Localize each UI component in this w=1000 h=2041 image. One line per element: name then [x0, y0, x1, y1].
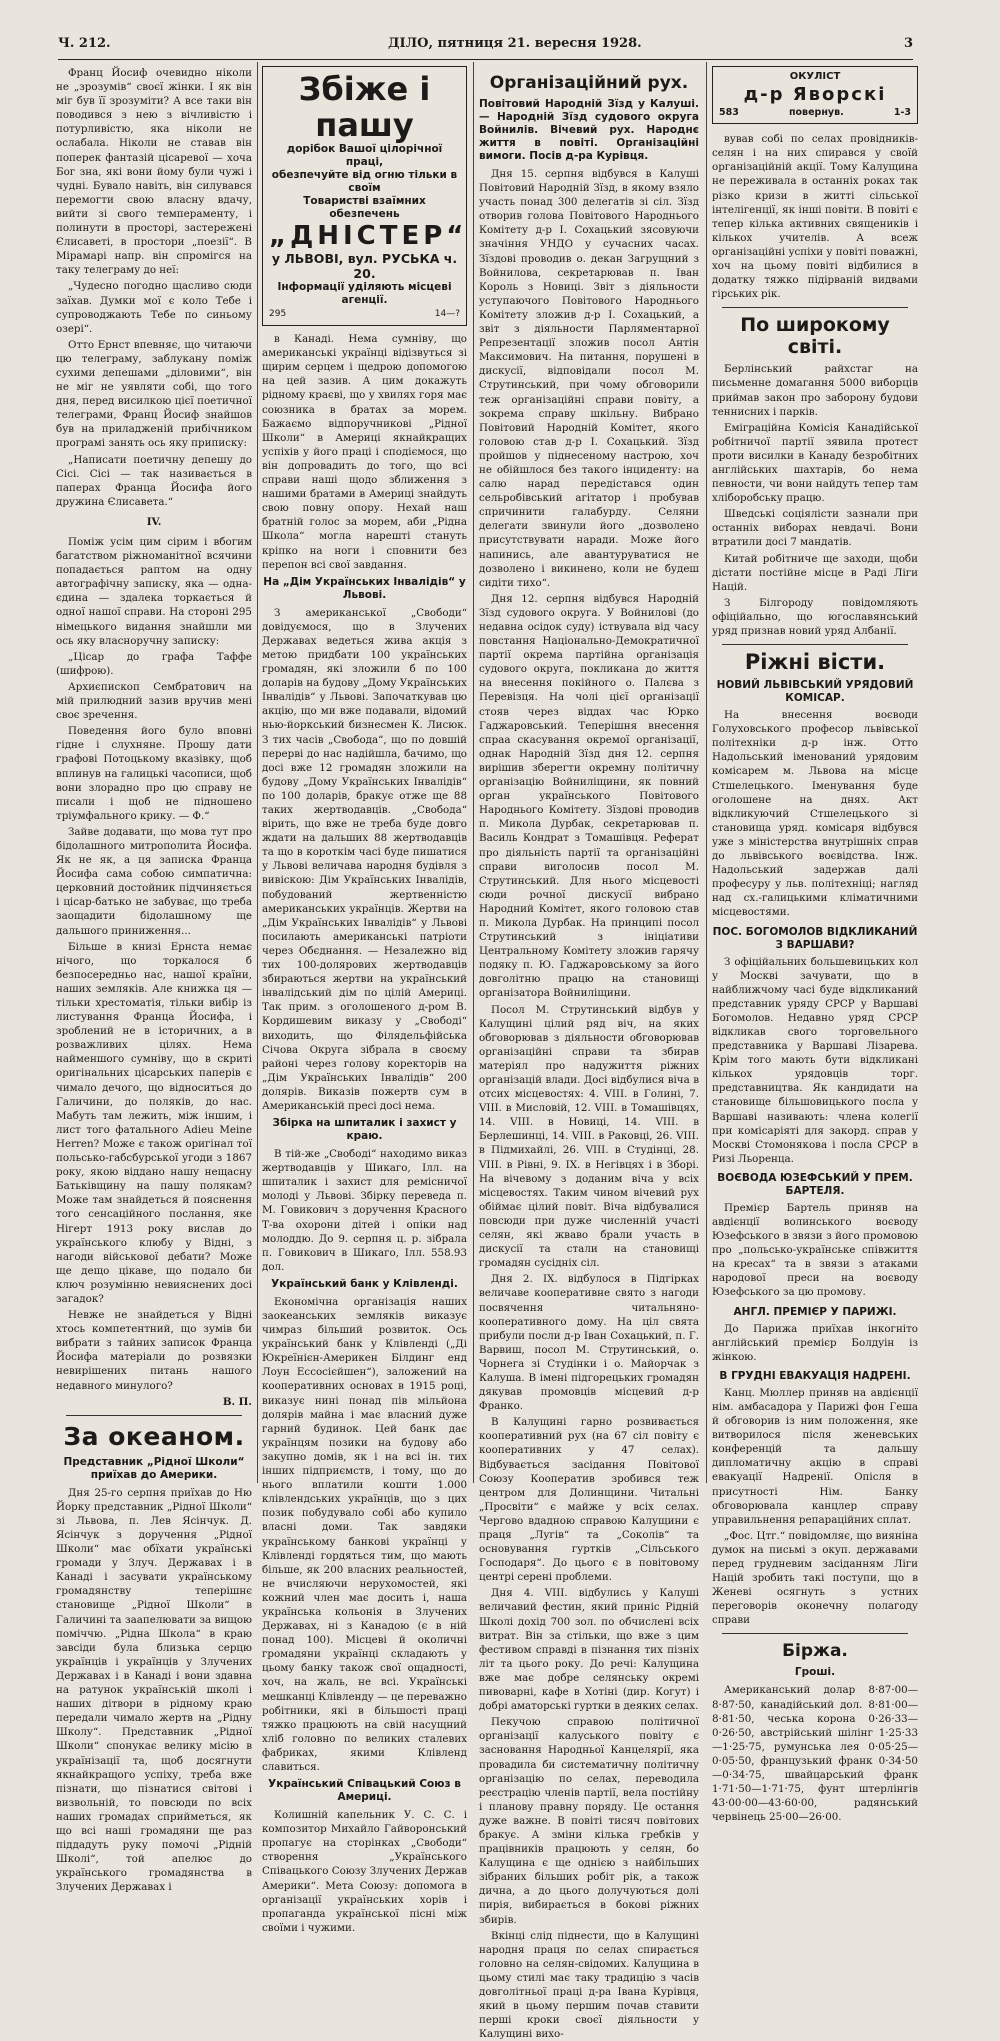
ad-profession: ОКУЛІСТ [789, 71, 841, 82]
paragraph: „Фос. Цтг.“ повідомляє, що вияніна думок на письмі з окуп. державами перед грудневим засіданням Ліги Націй зробить такі поступи, що в Женеві осягнуть з устних переговорів оконечну полагоду справи [712, 1529, 918, 1627]
section-rule [722, 1633, 908, 1634]
column-divider [473, 62, 474, 1483]
ad-line: обезпечуйте від огню тільки в своїм [271, 169, 458, 194]
subheading: Український Співацький Союз в Америці. [268, 1778, 461, 1804]
news-heading: ПОС. БОГОМОЛОВ ВІДКЛИКАНИЙ З ВАРШАВИ? [712, 925, 918, 951]
ad-company-name: „ДНІСТЕР“ [269, 221, 468, 251]
paragraph: До Парижа приїхав інкогніто англійський премієр Болдуін із жінкою. [712, 1322, 918, 1363]
paragraph: Дня 2. IX. відбулося в Підгірках величаве кооперативне свято з нагоди посвячення читальняно-кооперативного дому. На ціл свята прибули посли д-р Іван Сохацький, п. Г. Варвиш, посол М. Струтинський, о. Чорнега зі Студінки і о. Майорчак з Калуша. В імені підгорецьких громадян дякував промовців місцевий д-р Франко. [479, 1273, 699, 1413]
paragraph: Китай робітниче ще заходи, щоби дістати постійне місце в Раді Ліги Націй. [712, 552, 918, 593]
subheading: На „Дім Українських Інвалідів“ у Львові. [263, 575, 466, 601]
paragraph: Еміграційна Комісія Канадійської робітничої партії зявила протест проти висилки в Канаду безробітних англійських шахтарів, бо нема певности, чи вони найдуть тепер там хліборобську працю. [712, 421, 918, 505]
news-heading: ВОЄВОДА ЮЗЕФСЬКИЙ У ПРЕМ. БАРТЕЛЯ. [717, 1171, 913, 1197]
paragraph: Отто Ернст впевняє, що читаючи цю телеграму, заблукану поміж сухими депешами „діловими“, він не міг не уявляти собі, що того дня, перед висилкою цієї поетичної телеграми, Франц Йосиф знайшов був на приладженій прибічником програмі занять ось яку приписку: [56, 338, 252, 450]
paragraph: Колишній капельник У. С. С. і композитор Михайло Гайворонський пропагує на сторінках „Свободи“ створення „Українського Співацького Союзу Злучених Держав Америки“. Мета Союзу: допомога в організації українських хорів і пропаганда української пісні між своїми і чужими. [262, 1809, 467, 1934]
ad-address: у ЛЬВОВІ, вул. РУСЬКА ч. 20. [271, 251, 458, 281]
exchange-rates: Американський долар 8·87·00—8·87·50, канадійський дол. 8·81·00—8·81·50, чеська корона 0·26·33—0·26·50, австрійський шілінг 1·25·33—1·25·75, румунська лея 0·05·25—0·05·50, французький франк 0·34·50—0·34·75, швайцарський франк 1·71·50—1·71·75, фунт штерлінгів 43·00·00—43·60·00, радянський червінець 25·00—26·00. [712, 1684, 918, 1824]
section-title: По широкому світі. [740, 314, 890, 359]
ad-returned: повернув. [788, 107, 844, 119]
paragraph: Дня 15. серпня відбувся в Калуші Повітовий Народній Зїзд, в якому взяло участь понад 300 делегатів зі сіл. Зїзд отворив голова Повітового Народнього Комітету д-р І. Сохацький зясовуючи значіння УНДО у сучасних часах. Зїздові проводив о. декан Загрущний з Войнилова, секретарював п. Іван Король з Новиці. Звіт з діяльности уступаючого Повітового Народнього Комітету зложив д-р І. Сохацький, а звіт з діяльности Парляментарної Репрезентації зложив посол Антін Максимович. На питання, порушені в дискусії, відповідали посол М. Струтинський, при чому обговорили теж організаційні справи повіту, а зокрема справу шкільну. Вибрано Повітовий Народній Комітет, якого головою став д-р І. Сохацький. Зїзд пройшов у піднесеному настрою, хоч не обійшлося без такого інциденту: на салю нарад передістався один сельробівський агітатор і пробував спричинити галабурду. Селяни делегати звинули його „дозволено присутствувати наради. Може його напинись, але авантуруватися не дозволено і викинено, коли не будеш сидіти тихо“. [479, 168, 699, 589]
ad-title: Збіже і пашу [298, 70, 431, 144]
paragraph: Невже не знайдеться у Відні хтось компетентний, що зумів би вибрати з тайних записок Франца Йосифа матеріали до розвязки невирішених питань нашого недавного минулого? [56, 1309, 252, 1392]
paper-title-date: ДІЛО, пятниця 21. вересня 1928. [388, 36, 642, 51]
ad-code-left: 583 [719, 107, 739, 119]
paragraph: Дня 12. серпня відбувся Народній Зїзд судового округа. У Войнилові (до недавна осідок суду) іствувала від часу повстання Національно-Демократичної партії окрема партійна організація судового округа, покликана до життя на внесення покійного о. Палєва з Перевізця. На чолі цієї організації стояв через віддах час Юрко Гаджаровський. Теперішня внесення спраа скасування окремої організації, однак Народній Зїзд дня 12. серпня вирішив зберегти окремну політичну організацію Войниліщини, як повний орган українського Повітового Народнього Комітету. Зїздові проводив п. Микола Дурбак, секретарював п. Василь Кондрат з Томашівця. Реферат про діяльність партії та організаційні справи виголосив посол М. Струтинський. Для нього місцевості сюди рочної дискусії вибрано Народний Комітет, якого головою став п. Микола Дурбак. На принципі посол Струтинський з ініціативи Центральному Комітету зложив гарячу подяку п. Ю. Гаджаровському за його довголітню працю на становищі організатора Войниліщини. [479, 592, 699, 1000]
section-title: За океаном. [63, 1421, 245, 1451]
masthead-rule [58, 59, 913, 60]
paragraph: „Написати поетичну депешу до Сісі. Сісі — так називається в паперах Франца Йосифа його дружина Єлисавета.“ [56, 453, 252, 508]
paragraph: Дня 25-го серпня приїхав до Ню Йорку представник „Рідної Школи“ зі Львова, п. Лев Ясінчук. Д. Ясінчук з доручення „Рідної Школи“ має обїхати українські громади у Злуч. Державах і в Канаді і засувати українському громадянству теперішнє становище „Рідної Школи“ в Галичині та заапелювати за вищою поміччю. „Рідна Школа“ в краю завсіди була близька серцю українців і українців у Злучених Державах і в Канаді і вони здавна на ратунок українській школі і наших дітвори в рідному краю передали чимало жертв на „Рідну Школу“. Представник „Рідної Школи“ спонукає велику місію в українізації та, щоб досягнути якнайкращого успіху, треба вже пізнати, що пізнатися світові і визвольній, то повсюди по всіх наших громадах сприйметься, як що всі наші громадяни ще раз піддадуть руку помочі „Рідній Школі“, той апелює до українського громадянства в Злучених Державах і [56, 1486, 252, 1894]
signature: В. П. [222, 1395, 252, 1408]
paragraph: З Білгороду повідомляють офіційально, що югославянський уряд признав новий уряд Албанії. [712, 596, 918, 637]
paragraph: Посол М. Струтинський відбув у Калущині цілий ряд віч, на яких обговорював з діяльности обговорював організаційні справи та збирав матеріял про надужиття ріжних організацій влади. Досі відбулися віча в отсих місцевостях: 4. VIII. в Голині, 7. VIII. в Мисловій, 12. VIII. в Томашівцях, 14. VIII. в Новиці, 14. VIII. в Берлешинці, 14. VIII. в Раковці, 26. VIII. в Підмихайлі, 26. VIII. в Студінці, 28. VIII. в Рівні, 9. IX. в Негівцях і в Зборі. На вічевому з доданим віча у всіх місцевостях. Таким чином вічевий рух обіймає цілий повіт. Віча відбувалися повсюди при дуже численній участі селян, які жваво брали участь в дискусії та стали на становищі громадян сусідніх сіл. [479, 1003, 699, 1270]
paragraph: Більше в книзі Ернста немає нічого, що торкалося б безпосередньо нас, нашої країни, наших земляків. Але книжка ця — тільки хрестоматія, тільки вибір із листування Франца Йосифа, і зроблений не в історичних, а в розважливих цілях. Нема найменшого сумніву, що в скриті оригінальних цісарських паперів є чимало дечого, що відноситься до Галичини, до поляків, до нас. Мабуть там лежить, між іншим, і лист того фатального Adieu Meine Herren? Може є також оригінал тої польсько-габсбурської угоди з 1867 року, якою віддано нашу нещасну Батьківщину на пашу полякам? Може там знайдеться й пояснення того сенсаційного послання, яке Нігерт 1913 року вислав до українського клюбу у Відні, з нагоди військової дебати? Може ще дещо цікаве, що подало би ключ розумінню невияснених досі загадок? [56, 940, 252, 1305]
paragraph: „Чудесно погодно щасливо сюди заїхав. Думки мої є коло Тебе і супроводжають Тебе по синьому озері“. [56, 280, 252, 335]
dnister-advertisement [262, 66, 467, 326]
subheading: Український банк у Клівленді. [271, 1277, 458, 1290]
section-rule [66, 1415, 242, 1416]
ad-code-left: 295 [269, 309, 287, 319]
oculist-advertisement [712, 66, 918, 124]
section-rule [722, 644, 908, 645]
section-subtitle: Представник „Рідної Школи“ приїхав до Америки. [63, 1455, 245, 1481]
ad-code-right: 1-3 [893, 107, 911, 119]
paragraph: Премієр Бартель приняв на авдієнції волинського воєводу Юзефського в звязи з його промовою про „польсько-українське співжиття на кресах“ та в звязи з атаками народової преси на воєводу Юзефського за цю промову. [712, 1201, 918, 1299]
paragraph: вував собі по селах провідників-селян і на них спирався у своїй організаційній акції. Тому Калущина не переживала в останніх роках так різко кризи в житті сільської інтелігенції, як інші повіти. В повіті є тепер кілька активних священиків і кількох учителів. А всеж організаційні успіхи у повіті поважні, хоч на цьому повіті відбилися в додатку тяжко підірваній видвами гірських рік. [712, 133, 919, 301]
section-title: Ріжні вісти. [744, 650, 886, 675]
issue-number: Ч. 212. [58, 36, 111, 51]
paragraph: На внесення воєводи Голуховського професор львівської політехніки д-р інж. Отто Надольський іменований урядовим комісарем м. Львова на місце Стшелецького. Іменування буде оголошене на днях. Акт відкликуючий Стшелецького зі становища уряд. комісаря відбувся уже з міністерства внутрішніх справ до львівського воєвідства. Інж. Надольський задержав далі професуру у льв. політехніці; нагляд над сх.-галицькими кліматичними місцевостями. [712, 709, 918, 919]
paragraph: Архиєпископ Сембратович на мій прилюдний зазив вручив мені своє зречення. [56, 680, 252, 722]
column-divider [257, 62, 258, 1483]
article-subtitle: Повітовий Народній Зїзд у Калуші. — Народній Зїзд судового округа Войнилів. Вічевий рух. Народнє життя в повіті. Організаційні вимоги. Посів д-ра Курівця. [479, 98, 699, 162]
paragraph: Шведські соціялісти зазнали при останніх виборах невдачі. Вони втратили досі 7 мандатів. [712, 508, 918, 549]
news-heading: НОВИЙ ЛЬВІВСЬКИЙ УРЯДОВИЙ КОМІСАР. [716, 679, 914, 705]
paragraph: Вкінці слід піднести, що в Калущині народня праця по селах спирається головно на селян-свідомих. Калущина в цьому стилі має таку традицію з часів довголітньої праці д-ра Івана Курівця, який в цьому першим почав ставити перші кроки своєї діяльности у Калущині вихо- [479, 1929, 699, 2041]
paragraph: Берлінський райхстаг на письменне домагання 5000 виборців приймав закон про заборону будови теннисних і парків. [712, 363, 918, 418]
masthead [58, 36, 913, 58]
ad-line: дорібок Вашої цілорічної праці, [286, 143, 443, 168]
subheading: Гроші. [794, 1666, 836, 1679]
ad-line: Товаристві взаїмних обезпечень [303, 195, 426, 220]
section-title: Біржа. [782, 1641, 848, 1662]
ad-line: Інформації уділяють місцеві агенції. [277, 281, 452, 306]
news-heading: АНГЛ. ПРЕМІЄР У ПАРИЖІ. [733, 1305, 897, 1318]
column-divider [706, 62, 707, 1483]
subheading: Збірка на шпиталик і захист у краю. [272, 1117, 457, 1143]
paragraph: В Калущині гарно розвивається кооперативний рух (на 67 сіл повіту є кооперативних у 47 селах). Відбувається засідання Повітової Союзу Кооператив зробився теж центром для Долинщини. Читальні „Просвіти“ є майже у всіх селах. Чергово вдадною справою Калущини є праця „Лугів“ та „Соколів“ та основування гуртків „Сільського Господаря“. До цього є в повітовому центрі серені проблеми. [479, 1416, 699, 1584]
paragraph: В тій-же „Свободі“ находимо виказ жертводавців у Шикаго, Ілл. на шпиталик і захист для ремісничої молоді у Львові. Збірку переведа п. М. Говикович з доручення Красного Т-ва охорони дітей і опіки над молоддю. До 9. серпня ц. р. зібрала п. Говикович в Шикаго, Ілл. 558.93 дол. [262, 1148, 467, 1273]
paragraph: Дня 4. VIII. відбулись у Калуші величавий фестин, який приніс Рідній Школі дохід 700 зол. по обчислені всіх витрат. Він за стільки, що вже з цим фестивом справді в пізнання тих пізніх літ та цього року. До речі: Калущина вже має добре селянську окремі пивоварні, кафе в Хотіні (дир. Когут) і добрі аматорські гуртки в деяких селах. [479, 1587, 699, 1713]
paragraph: З американської „Свободи“ довідуємося, що в Злучених Державах ведеться жива акція з метою придбати 100 українських громадян, які зложили б по 100 доларів на будову „Дому Українських Інвалідів“ у Львові. Започаткував цю акцію, що ми вже подавали, відомий нью-йоркський бизнесмен К. Лисюк. З тих часів „Свобода“, що по довшій перерві до нас надійшла, бачимо, що досі вже 12 громадян зложили на будову „Дому Українських Інвалідів“ по 100 доларів, бракує отже ще 88 таких жертводавців. „Свобода“ вірить, що вже не треба буде довго ждати на дальших 88 жертводавців та що в короткім часі буде пишатися у Львові величава народня будівля з вивіскою: Дім Українських Інвалідів, побудований жертвенністю американських українців. Жертви на „Дім Українських Інвалідів“ у Львові посилають американські патріоти через Обєднання. — Незалежно від тих 100-долярових жертводавців збираються жертви на український інвалідський дім по цілій Америці. Так прим. з оголошеного д-ром В. Кордишевим виказу у „Свободі“ виходить, що Філядельфійська Січова Округа зібрала в своєму районі через голову коректорів на „Дім Українських Інвалідів“ 200 долярів. Виказів пожертв сум в Американській пресі досі нема. [262, 606, 467, 1112]
paragraph: Поміж усім цим сірим і вбогим багатством ріжноманітної всячини попадається раптом на одну автографічну записку, яка — одна-єдина — здалека торкається й одної нашої справи. На стороні 295 німецького видання знайшли ми ось яку власноручну записку: [56, 536, 252, 647]
section-rule [722, 307, 908, 308]
paragraph: Зайве додавати, що мова тут про бідолашного митрополита Йосифа. Як не як, а ця записка Франца Йосифа сама собою симпатична: церковний достойник підчиняється і цісар-батько не забуває, що треба заощадити бідолашному ще дальшого приниження... [56, 825, 252, 937]
column-4 [712, 66, 919, 1824]
ad-doctor-name: д-р Яворскі [743, 84, 887, 106]
section-mark: IV. [146, 515, 162, 528]
paragraph: в Канаді. Нема сумніву, що американські українці відізвуться зі щирим серцем і щедрою допомогою на цей зазив. А цим докажуть рідному краєві, що у хвилях горя має союзника в братах за морем. Бажаємо відпоручникові „Рідної Школи“ в Америці якнайкращих успіхів у його праці і сподіємося, що він допровадить до того, що всі справи наші щодо зближення з нашими братами в Америці знайдуть свою повну опору. Нехай наш братній голос за морем, аби „Рідна Школа“ могла нарешті стануть кріпко на ноги і сповнити без перепон всі свої завдання. [262, 333, 467, 571]
paragraph: Франц Йосиф очевидно ніколи не „зрозумів“ своєї жінки. І як він міг був її зрозуміти? А все таки він поводився з нею з вічливістю і потурливістю, яка ніколи не ослабала. Ніколи не ставав він поперек фантазій цісаревої — хоча Бог зна, які вони йому були чужі і чудні. Бувало навіть, він силувався перемогти свою власну вдачу, вийти зі свого темпераменту, і полинути в просторі, застережені Єлисаветі, в простори „поезії“. В Мірамарі напр. він спромігся на таку телеграму до неї: [56, 67, 252, 277]
paragraph: Поведення його було вповні гідне і слухняне. Прошу дати графові Потоцькому вказівку, щоб вплинув на галицькі часописи, щоб вони злорадно про цю справу не писали і щоб не підношено тріумфального крику. — Ф.“ [56, 725, 252, 822]
news-heading: В ГРУДНІ ЕВАКУАЦІЯ НАДРЕНІ. [719, 1369, 911, 1382]
paragraph: Пекучою справою політичної організації калуського повіту є засновання Народньої Канцелярії, яка провадила би систематичну політичну організацію по селах, переводила реєстрацію членів партії, вела постійну і планову правну поряду. Це остання дуже важне. В повіті тисяч повітових бракує. А зміни кілька гребків у працівників працюють у селян, бо Калущина є ще однією з найбільших зібраних більших робіт рік, а також дична, а до цього долучуються долі пирія, вибирається в бокові ріжних збирів. [479, 1716, 699, 1926]
paragraph: Канц. Мюллер приняв на авдієнції нім. амбасадора у Парижі фон Геша й обговорив із ним положення, яке витворилося після женевських конференцій та дальшу дипломатичну акцію в справі евакуації Надренії. Опісля в присутності Нім. Банку обговорювала канцлер справу управильнення репараційних сплат. [712, 1386, 918, 1526]
page-number: 3 [903, 36, 913, 51]
column-3 [479, 66, 699, 2041]
column-1 [56, 66, 252, 1894]
paragraph: Економічна організація наших заокеанських земляків виказує чимраз більший розвиток. Ось український банк у Клівленді („Ді Юкреїнієн-Америкен Білдинг енд Лоун Ессосієйшен“), заложений на кооперативних основах в 1915 році, виказує нині понад пів мільйона долярів майна і має власний дуже гарний будинок. Цей банк дає українцям позики на будову або закупно домів, як і на всі ін. тих інших підприємств, і тому, що до нього вплатили кошти 1.000 клівлендських українців, що з цих позик побудувало собі або купило власні доми. Так завдяки українському банкові українці у Клівленді гордяться тим, що мають більше, як 200 власних реальностей, не вчисляючи нерухомостей, які кожний член має досить і, наша українська кольонія в Злучених Державах, ні з Канадою (є в ній понад 100). Місцеві й околичні громадяни українці складають у цьому банку також свої ощадності, хоч, на жаль, не всі. Українські мешканці Клівленду — це переважно робітники, які в більшості праці тяжко працюють на свій насущний хліб головно по великих сталевих фабриках, якими Клівленд славиться. [262, 1295, 467, 1773]
paragraph: З офіційальних большевицьких кол у Москві зачувати, що в найближчому часі буде відкликаний представник уряду СРСР у Варшаві Богомолов. Недавно уряд СРСР відкликав свого торговельного представника у Варшаві Лізарева. Крім того мають бути відкликані кількох урядовців торг. представництва. Як кандидати на становище більшовицького посла у Варшаві називають: члена колегії при комісаріяті для закорд. справ у Москві Стомонякова і посла СРСР в Ризі Льоренца. [712, 955, 918, 1165]
paragraph: „Цісар до графа Таффе (шифрою). [56, 650, 252, 677]
article-title: Організаційний рух. [489, 73, 689, 93]
column-2 [262, 66, 468, 1934]
ad-code-right: 14—? [434, 309, 460, 319]
